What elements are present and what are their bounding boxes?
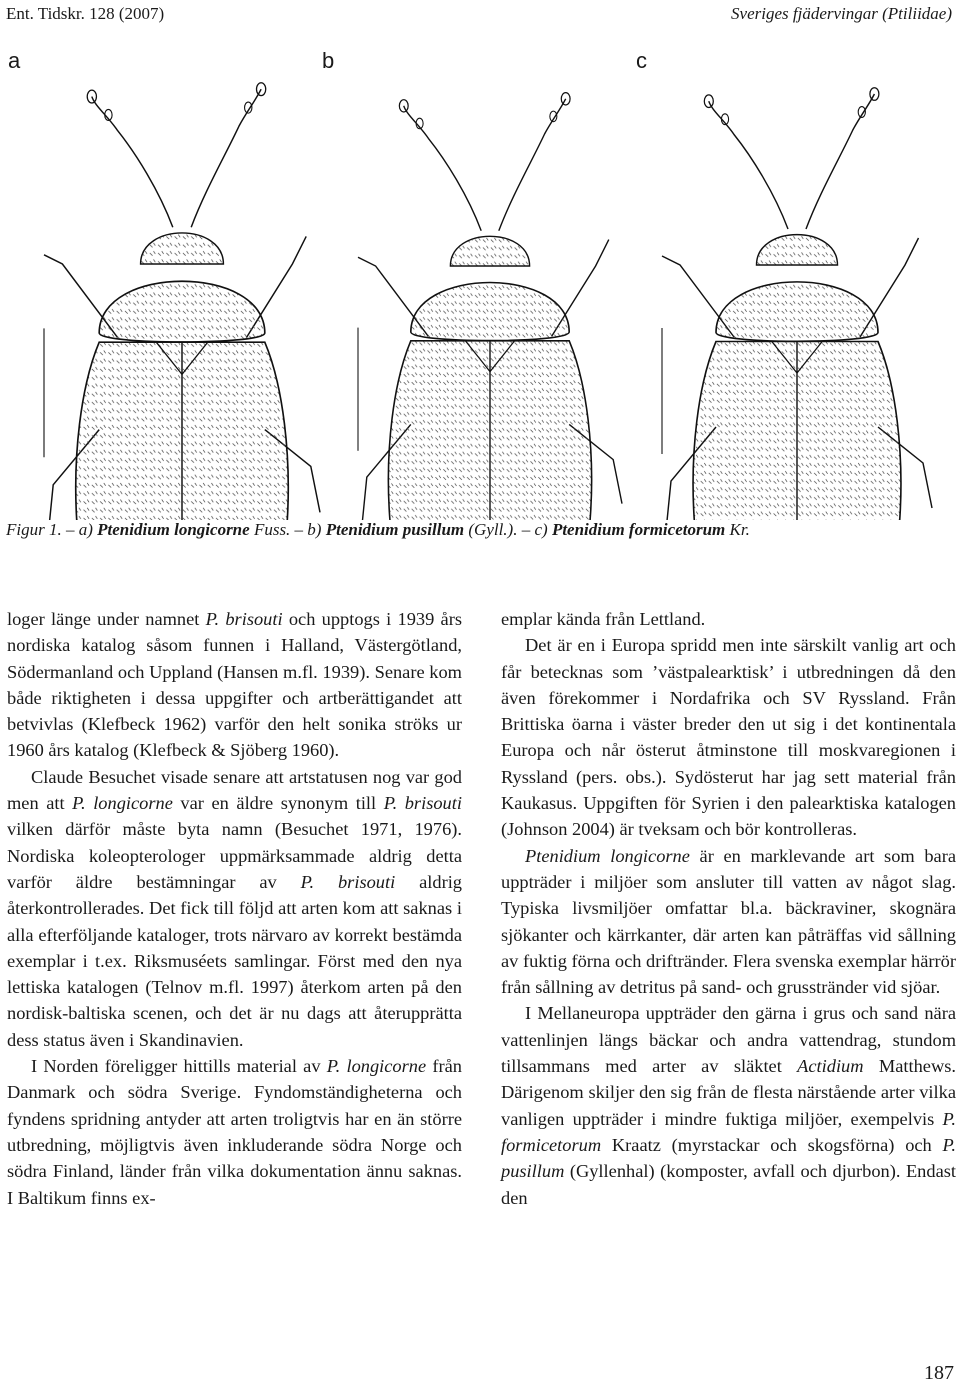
page-number: 187 bbox=[924, 1362, 954, 1384]
beetle-drawings bbox=[0, 30, 960, 520]
text-run: (Gyllenhal) (komposter, avfall och djurbon). Endast den bbox=[501, 1161, 956, 1208]
text-run: Claude Besuchet visade senare att artstatusen nog var god men att bbox=[7, 766, 462, 814]
text-run: I Mellaneuropa uppträder den gärna i grus och sand nära vattenlinjen längs bäckar och andra vattendrag, stundom tillsammans med arter av släktet bbox=[501, 1003, 956, 1077]
panel-label-c: c bbox=[636, 48, 647, 73]
species-name: P. brisouti bbox=[383, 793, 462, 814]
species-name: P. pusillum bbox=[501, 1134, 956, 1182]
paragraph bbox=[501, 1000, 956, 1210]
caption-species-b: Ptenidium pusillum bbox=[325, 520, 465, 539]
text-run: I Norden föreligger hittills material av bbox=[31, 1056, 327, 1077]
species-name: Ptenidium longicorne bbox=[525, 845, 690, 866]
beetle-figure bbox=[0, 30, 960, 520]
paragraph bbox=[7, 606, 462, 764]
genus-name: Actidium bbox=[797, 1056, 864, 1077]
caption-author-b: (Gyll.). – c) bbox=[464, 520, 552, 539]
text-run: aldrig återkontrollerades. Det fick till följd att arten kom att saknas i alla efterföljande kataloger, trots närvaro av korrekt bestämda exemplar i t.ex. Riksmuséets samlingar. Först med den nya lettiska katalogen (Telnov m.fl. 1997) återkom arten på den nordisk-baltiska scenen, och det är nu dags att återupprätta dess status även i Skandinavien. bbox=[7, 871, 462, 1050]
paragraph bbox=[7, 764, 462, 1053]
species-name: P. longicorne bbox=[72, 793, 173, 814]
paragraph bbox=[7, 1053, 462, 1211]
caption-species-c: Ptenidium formicetorum bbox=[551, 520, 726, 539]
text-run: från Danmark och södra Sverige. Fyndomständigheterna och fyndens spridning antyder att arten troligtvis har en än större utbredning, möjligtvis även inkluderande södra Norge och södra Finland, länder från vilka dokumentation ännu saknas. I Baltikum finns ex- bbox=[7, 1056, 462, 1208]
text-run: loger länge under namnet bbox=[7, 609, 206, 629]
right-column bbox=[501, 606, 956, 1211]
species-name: P. formicetorum bbox=[501, 1108, 956, 1155]
paragraph: Det är en i Europa spridd men inte särskilt vanlig art och får betecknas som ’västpalearktisk’ i utbredningen då den även förekommer i Nordafrika och SV Ryssland. Från Brittiska öarna i väster breder den ut sig i det kontinentala Europa och når österut åtminstone till moskvaregionen i Ryssland (pers. obs.). Sydösterut har jag sett material från Kaukasus. Uppgiften för Syrien i den palearktiska katalogen (Johnson 2004) är tveksam och bör kontrolleras. bbox=[501, 635, 956, 840]
text-run: Kraatz (myrstackar och skogsförna) och bbox=[601, 1134, 943, 1155]
species-name: P. brisouti bbox=[205, 609, 283, 629]
caption-species-a: Ptenidium longicorne bbox=[97, 520, 250, 539]
caption-author-a: Fuss. – b) bbox=[249, 520, 326, 539]
caption-prefix: Figur 1. – a) bbox=[6, 520, 98, 539]
species-name: P. brisouti bbox=[300, 871, 396, 892]
species-name: P. longicorne bbox=[326, 1056, 427, 1077]
text-run: är en marklevande art som bara uppträder i miljöer som ansluter till vatten av något slag. Typiska livsmiljöer omfattar bl.a. bäckraviner, skognära sjökanter och kärrkanter, där arten kan påträffas vid sållning av fuktig förna och driftränder. Flera svenska exemplar härrör från sållning av detritus på sand- och grusstränder vid sjöar. bbox=[501, 845, 956, 998]
paragraph: emplar kända från Lettland. bbox=[501, 609, 706, 629]
running-header-left: Ent. Tidskr. 128 (2007) bbox=[6, 4, 165, 23]
figure-caption bbox=[6, 520, 956, 540]
text-run: och upptogs i 1939 års nordiska katalog såsom funnen i Halland, Västergötland, Södermanland och Uppland (Hansen m.fl. 1939). Senare kom både riktigheten i dessa uppgifter och artberättigandet att betvivlas (Klefbeck 1962) varför den helt sonika ströks ur 1960 års katalog (Klefbeck & Sjöberg 1960). bbox=[7, 609, 462, 761]
left-column bbox=[7, 606, 462, 1211]
running-header-right: Sveriges fjädervingar (Ptiliidae) bbox=[731, 4, 952, 23]
paragraph bbox=[501, 843, 956, 1001]
caption-author-c: Kr. bbox=[725, 520, 750, 539]
panel-label-a: a bbox=[8, 48, 21, 73]
text-run: vilken därför måste byta namn (Besuchet 1971, 1976). Nordiska koleopterologer uppmärksammade aldrig detta varför äldre bestämningar av bbox=[7, 819, 462, 892]
panel-label-b: b bbox=[322, 48, 335, 73]
text-run: var en äldre synonym till bbox=[172, 793, 384, 814]
text-run: Matthews. Därigenom skiljer den sig från de flesta närstående arter vilka vanligen uppträder i mindre fuktiga miljöer, exempelvis bbox=[501, 1056, 956, 1129]
